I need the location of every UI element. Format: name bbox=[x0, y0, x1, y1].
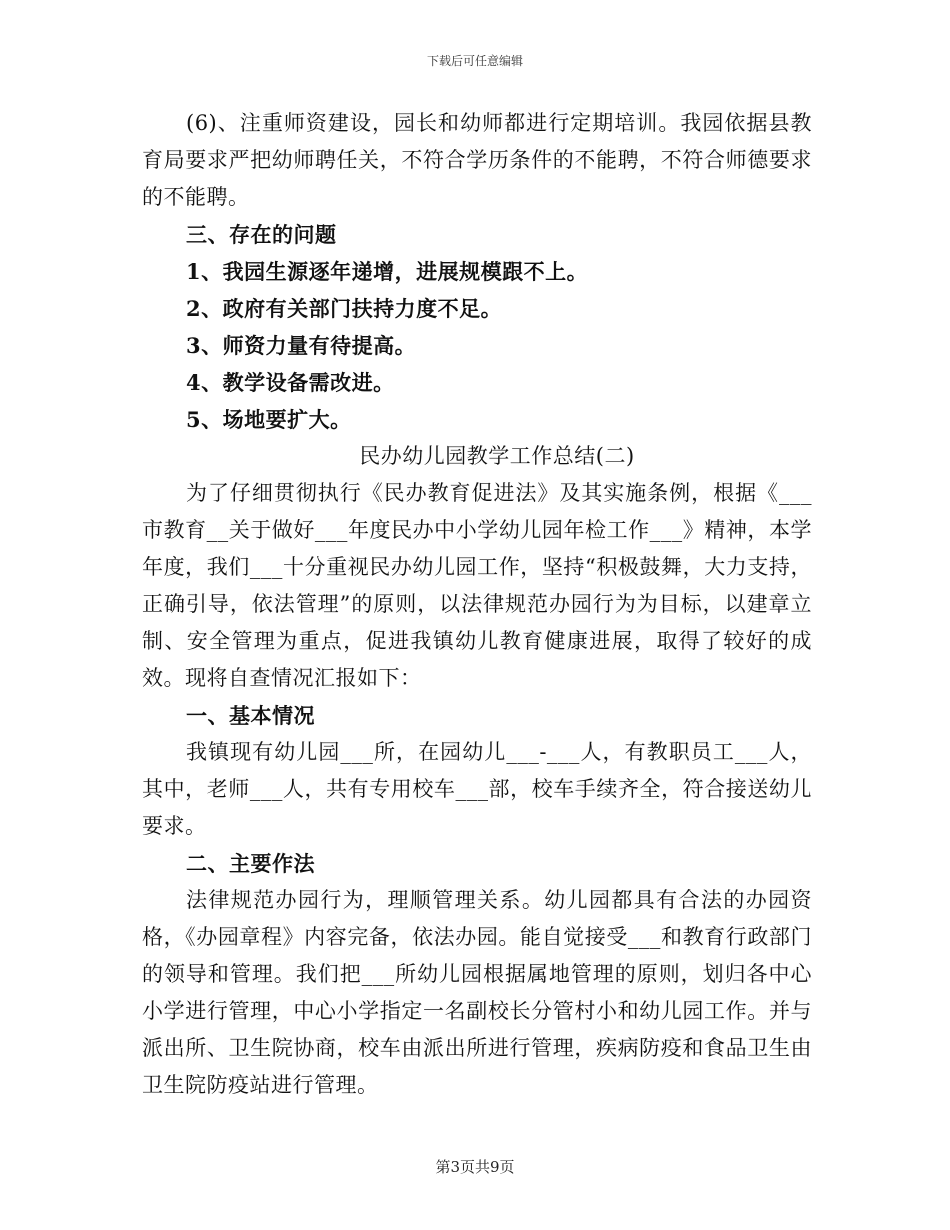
section-heading-problems: 三、存在的问题 bbox=[186, 222, 337, 247]
document-title: 民办幼儿园教学工作总结(二) bbox=[359, 444, 635, 468]
problem-item-3: 3、师资力量有待提高。 bbox=[186, 333, 417, 358]
paragraph-basic-situation: 我镇现有幼儿园___所，在园幼儿___-___人，有教职员工___人，其中，老师___人，共有专用校车___部，校车手续齐全，符合接送幼儿要求。 bbox=[142, 740, 812, 838]
problem-item-4: 4、教学设备需改进。 bbox=[186, 370, 395, 395]
page-number-footer: 第3页共9页 bbox=[435, 1158, 515, 1176]
page-header-note: 下载后可任意编辑 bbox=[426, 54, 523, 68]
section-heading-main-methods: 二、主要作法 bbox=[186, 851, 315, 876]
section-heading-basic-situation: 一、基本情况 bbox=[186, 703, 315, 728]
paragraph-main-methods: 法律规范办园行为，理顺管理关系。幼儿园都具有合法的办园资格，《办园章程》内容完备，依法办园。能自觉接受___和教育行政部门的领导和管理。我们把___所幼儿园根据属地管理的原则，划归各中心小学进行管理，中心小学指定一名副校长分管村小和幼儿园工作。并与派出所、卫生院协商，校车由派出所进行管理，疾病防疫和食品卫生由卫生院防疫站进行管理。 bbox=[142, 888, 812, 1097]
paragraph-teacher-training: (6)、注重师资建设，园长和幼师都进行定期培训。我园依据县教育局要求严把幼师聘任关，不符合学历条件的不能聘，不符合师德要求的不能聘。 bbox=[142, 111, 812, 209]
document-body bbox=[142, 105, 812, 1104]
paragraph-intro: 为了仔细贯彻执行《民办教育促进法》及其实施条例，根据《___市教育__关于做好___年度民办中小学幼儿园年检工作___》精神，本学年度，我们___十分重视民办幼儿园工作，坚持“积极鼓舞，大力支持，正确引导，依法管理”的原则，以法律规范办园行为为目标，以建章立制、安全管理为重点，促进我镇幼儿教育健康进展，取得了较好的成效。现将自查情况汇报如下： bbox=[142, 481, 812, 690]
problem-item-1: 1、我园生源逐年递增，进展规模跟不上。 bbox=[186, 259, 589, 284]
problem-item-2: 2、政府有关部门扶持力度不足。 bbox=[186, 296, 503, 321]
problem-item-5: 5、场地要扩大。 bbox=[186, 407, 352, 432]
